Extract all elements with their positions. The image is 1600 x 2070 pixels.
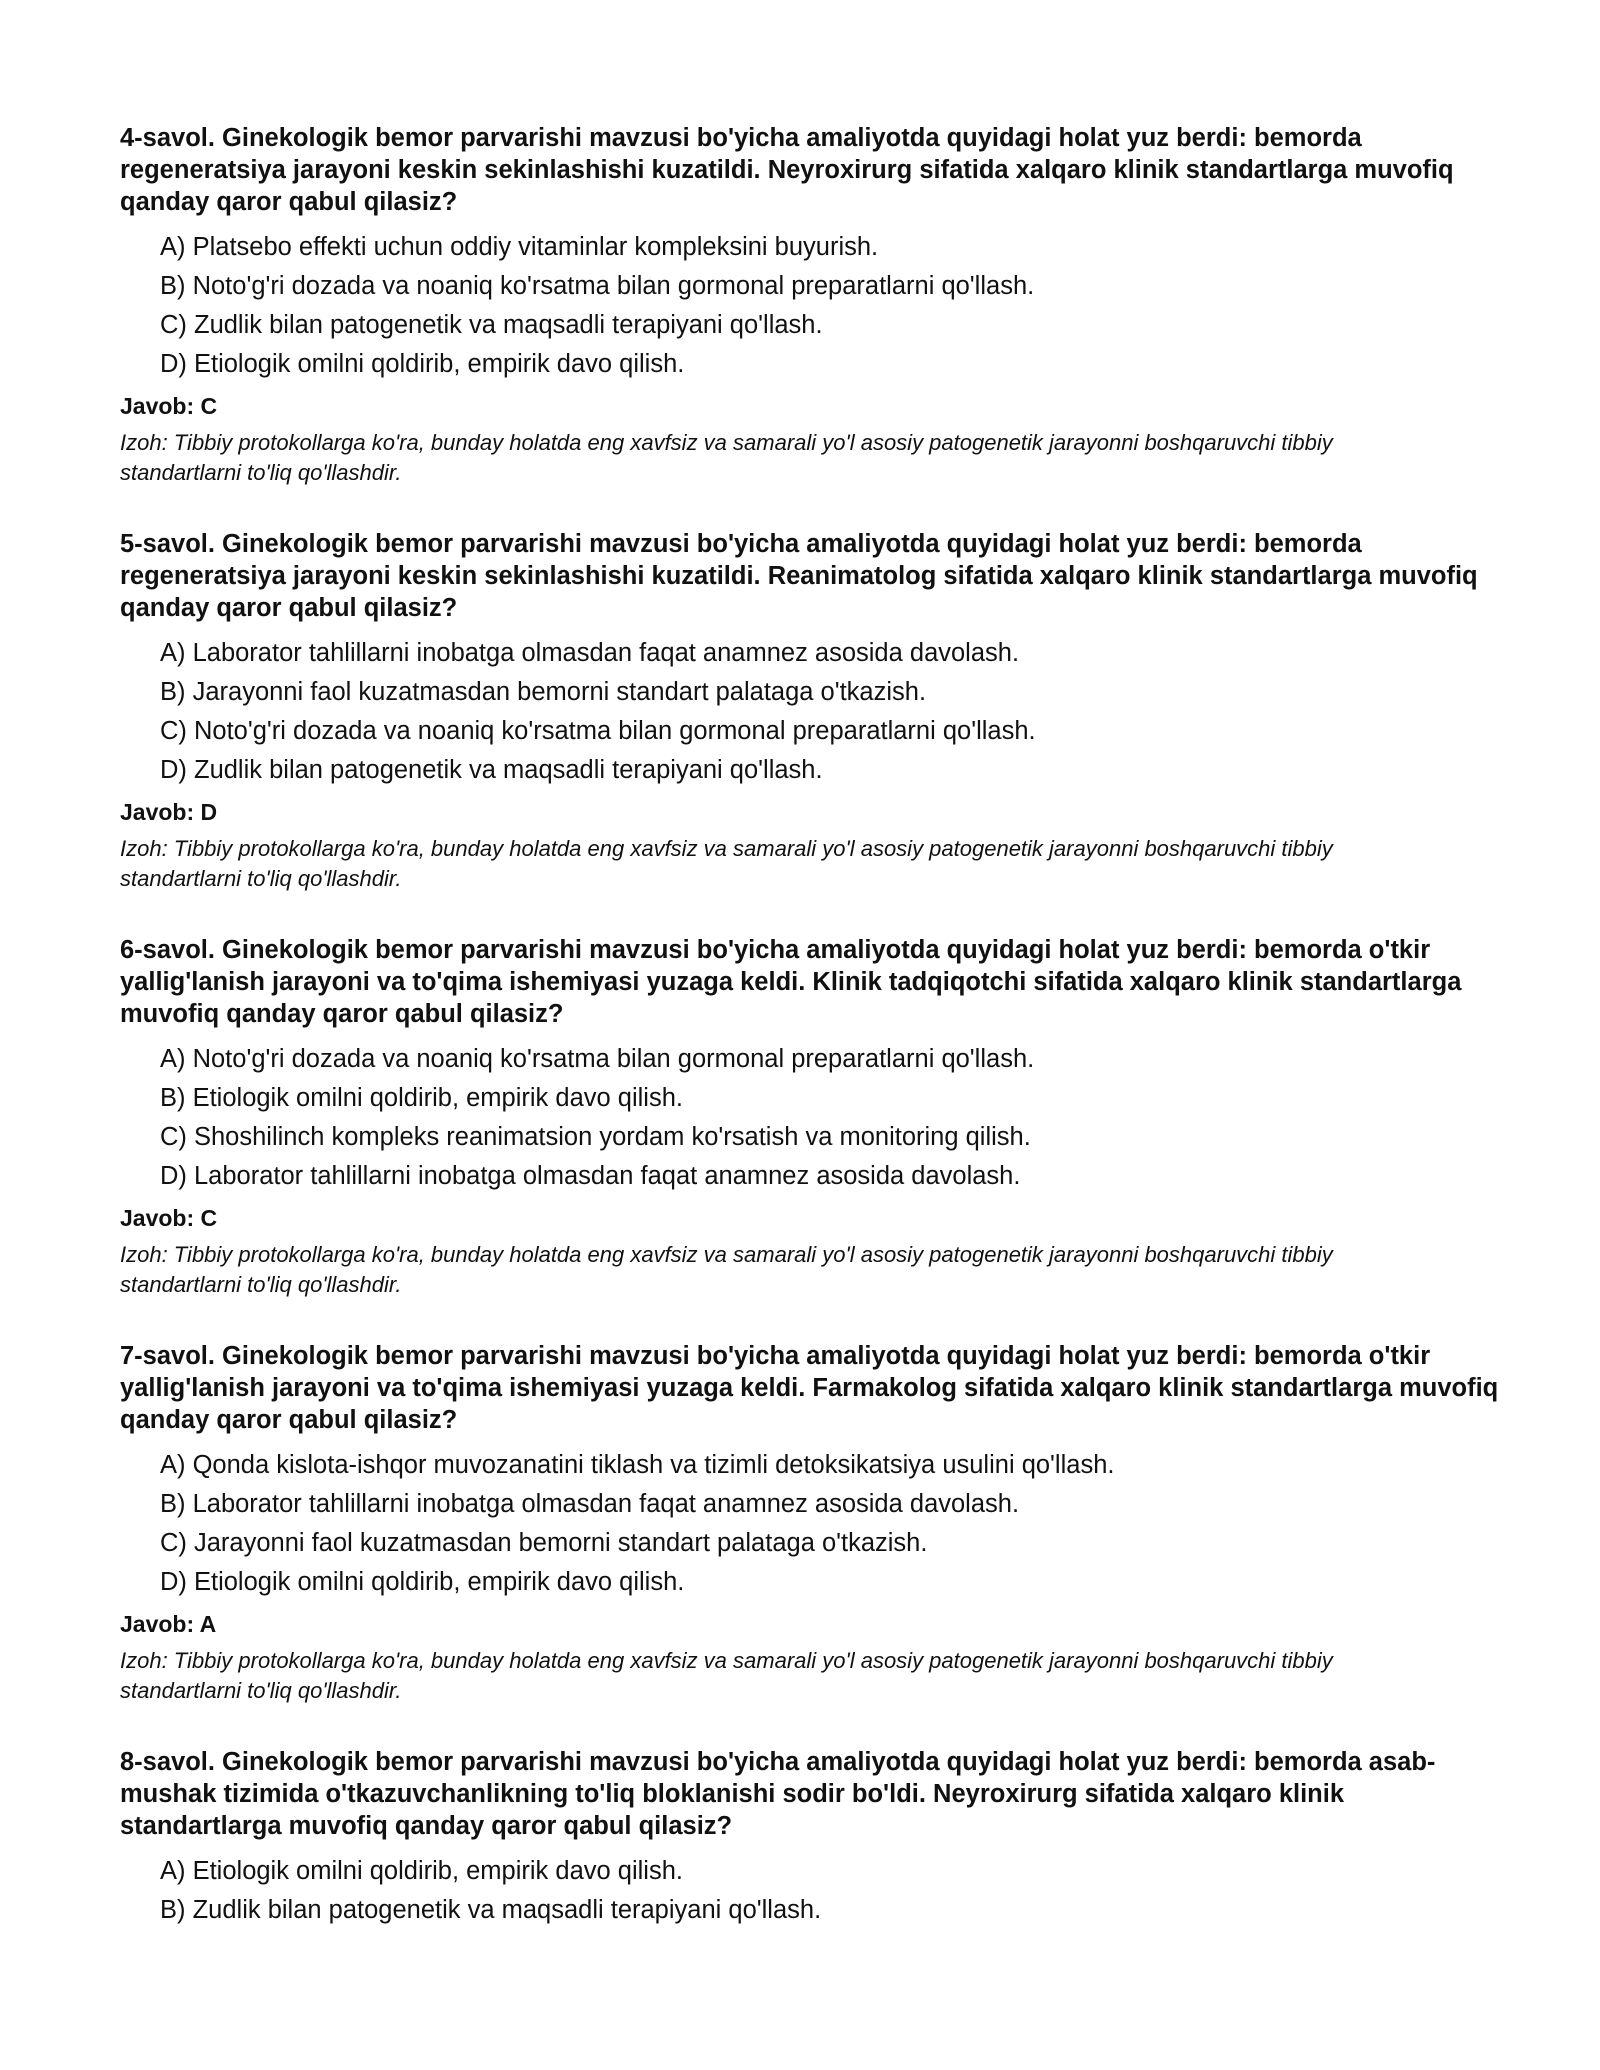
option-d: D) Zudlik bilan patogenetik va maqsadli terapiyani qo'llash.	[160, 756, 823, 784]
answer-label: Javob: C	[120, 393, 218, 419]
option-d: D) Etiologik omilni qoldirib, empirik davo qilish.	[160, 1568, 685, 1596]
question-block	[120, 528, 1500, 894]
question-block	[120, 934, 1500, 1300]
option-d: D) Laborator tahlillarni inobatga olmasdan faqat anamnez asosida davolash.	[160, 1162, 1021, 1190]
option-c: C) Shoshilinch kompleks reanimatsion yordam ko'rsatish va monitoring qilish.	[160, 1123, 1031, 1151]
answer-label: Javob: A	[120, 1611, 217, 1637]
option-b: B) Laborator tahlillarni inobatga olmasdan faqat anamnez asosida davolash.	[160, 1490, 1020, 1518]
option-a: A) Laborator tahlillarni inobatga olmasdan faqat anamnez asosida davolash.	[160, 639, 1020, 667]
question-text: 8-savol. Ginekologik bemor parvarishi mavzusi bo'yicha amaliyotda quyidagi holat yuz berdi: bemorda asab-mushak tizimida o'tkazuvchanlikning to'liq bloklanishi sodir bo'ldi. Neyroxirurg sifatida xalqaro klinik standartlarga muvofiq qanday qaror qabul qilasiz?	[120, 1748, 1436, 1840]
option-a: A) Platsebo effekti uchun oddiy vitaminlar kompleksini buyurish.	[160, 233, 879, 261]
question-text: 4-savol. Ginekologik bemor parvarishi mavzusi bo'yicha amaliyotda quyidagi holat yuz berdi: bemorda regeneratsiya jarayoni keskin sekinlashishi kuzatildi. Neyroxirurg sifatida xalqaro klinik standartlarga muvofiq qanday qaror qabul qilasiz?	[120, 124, 1454, 216]
option-c: C) Jarayonni faol kuzatmasdan bemorni standart palataga o'tkazish.	[160, 1529, 928, 1557]
option-c: C) Noto'g'ri dozada va noaniq ko'rsatma bilan gormonal preparatlarni qo'llash.	[160, 717, 1036, 745]
explanation-note: Izoh: Tibbiy protokollarga ko'ra, bunday holatda eng xavfsiz va samarali yo'l asosiy patogenetik jarayonni boshqaruvchi tibbiy standartlarni to'liq qo'llashdir.	[120, 836, 1333, 891]
options-list	[160, 228, 1500, 384]
question-block	[120, 1746, 1500, 1930]
options-list	[160, 1852, 1500, 1930]
options-list	[160, 1446, 1500, 1602]
explanation-note: Izoh: Tibbiy protokollarga ko'ra, bunday holatda eng xavfsiz va samarali yo'l asosiy patogenetik jarayonni boshqaruvchi tibbiy standartlarni to'liq qo'llashdir.	[120, 1648, 1333, 1703]
question-text: 5-savol. Ginekologik bemor parvarishi mavzusi bo'yicha amaliyotda quyidagi holat yuz berdi: bemorda regeneratsiya jarayoni keskin sekinlashishi kuzatildi. Reanimatolog sifatida xalqaro klinik standartlarga muvofiq qanday qaror qabul qilasiz?	[120, 530, 1478, 622]
option-b: B) Jarayonni faol kuzatmasdan bemorni standart palataga o'tkazish.	[160, 678, 927, 706]
answer-label: Javob: D	[120, 799, 218, 825]
explanation-note: Izoh: Tibbiy protokollarga ko'ra, bunday holatda eng xavfsiz va samarali yo'l asosiy patogenetik jarayonni boshqaruvchi tibbiy standartlarni to'liq qo'llashdir.	[120, 430, 1333, 485]
question-text: 7-savol. Ginekologik bemor parvarishi mavzusi bo'yicha amaliyotda quyidagi holat yuz berdi: bemorda o'tkir yallig'lanish jarayoni va to'qima ishemiyasi yuzaga keldi. Farmakolog sifatida xalqaro klinik standartlarga muvofiq qanday qaror qabul qilasiz?	[120, 1342, 1499, 1434]
answer-label: Javob: C	[120, 1205, 218, 1231]
option-c: C) Zudlik bilan patogenetik va maqsadli terapiyani qo'llash.	[160, 311, 823, 339]
options-list	[160, 634, 1500, 790]
option-a: A) Qonda kislota-ishqor muvozanatini tiklash va tizimli detoksikatsiya usulini qo'llash.	[160, 1451, 1115, 1479]
option-b: B) Etiologik omilni qoldirib, empirik davo qilish.	[160, 1084, 683, 1112]
option-a: A) Noto'g'ri dozada va noaniq ko'rsatma bilan gormonal preparatlarni qo'llash.	[160, 1045, 1035, 1073]
document-page	[120, 122, 1500, 1970]
explanation-note: Izoh: Tibbiy protokollarga ko'ra, bunday holatda eng xavfsiz va samarali yo'l asosiy patogenetik jarayonni boshqaruvchi tibbiy standartlarni to'liq qo'llashdir.	[120, 1242, 1333, 1297]
option-d: D) Etiologik omilni qoldirib, empirik davo qilish.	[160, 350, 685, 378]
question-text: 6-savol. Ginekologik bemor parvarishi mavzusi bo'yicha amaliyotda quyidagi holat yuz berdi: bemorda o'tkir yallig'lanish jarayoni va to'qima ishemiyasi yuzaga keldi. Klinik tadqiqotchi sifatida xalqaro klinik standartlarga muvofiq qanday qaror qabul qilasiz?	[120, 936, 1462, 1028]
option-a: A) Etiologik omilni qoldirib, empirik davo qilish.	[160, 1857, 683, 1885]
option-b: B) Zudlik bilan patogenetik va maqsadli terapiyani qo'llash.	[160, 1896, 822, 1924]
option-b: B) Noto'g'ri dozada va noaniq ko'rsatma bilan gormonal preparatlarni qo'llash.	[160, 272, 1035, 300]
options-list	[160, 1040, 1500, 1196]
question-block	[120, 1340, 1500, 1706]
question-block	[120, 122, 1500, 488]
